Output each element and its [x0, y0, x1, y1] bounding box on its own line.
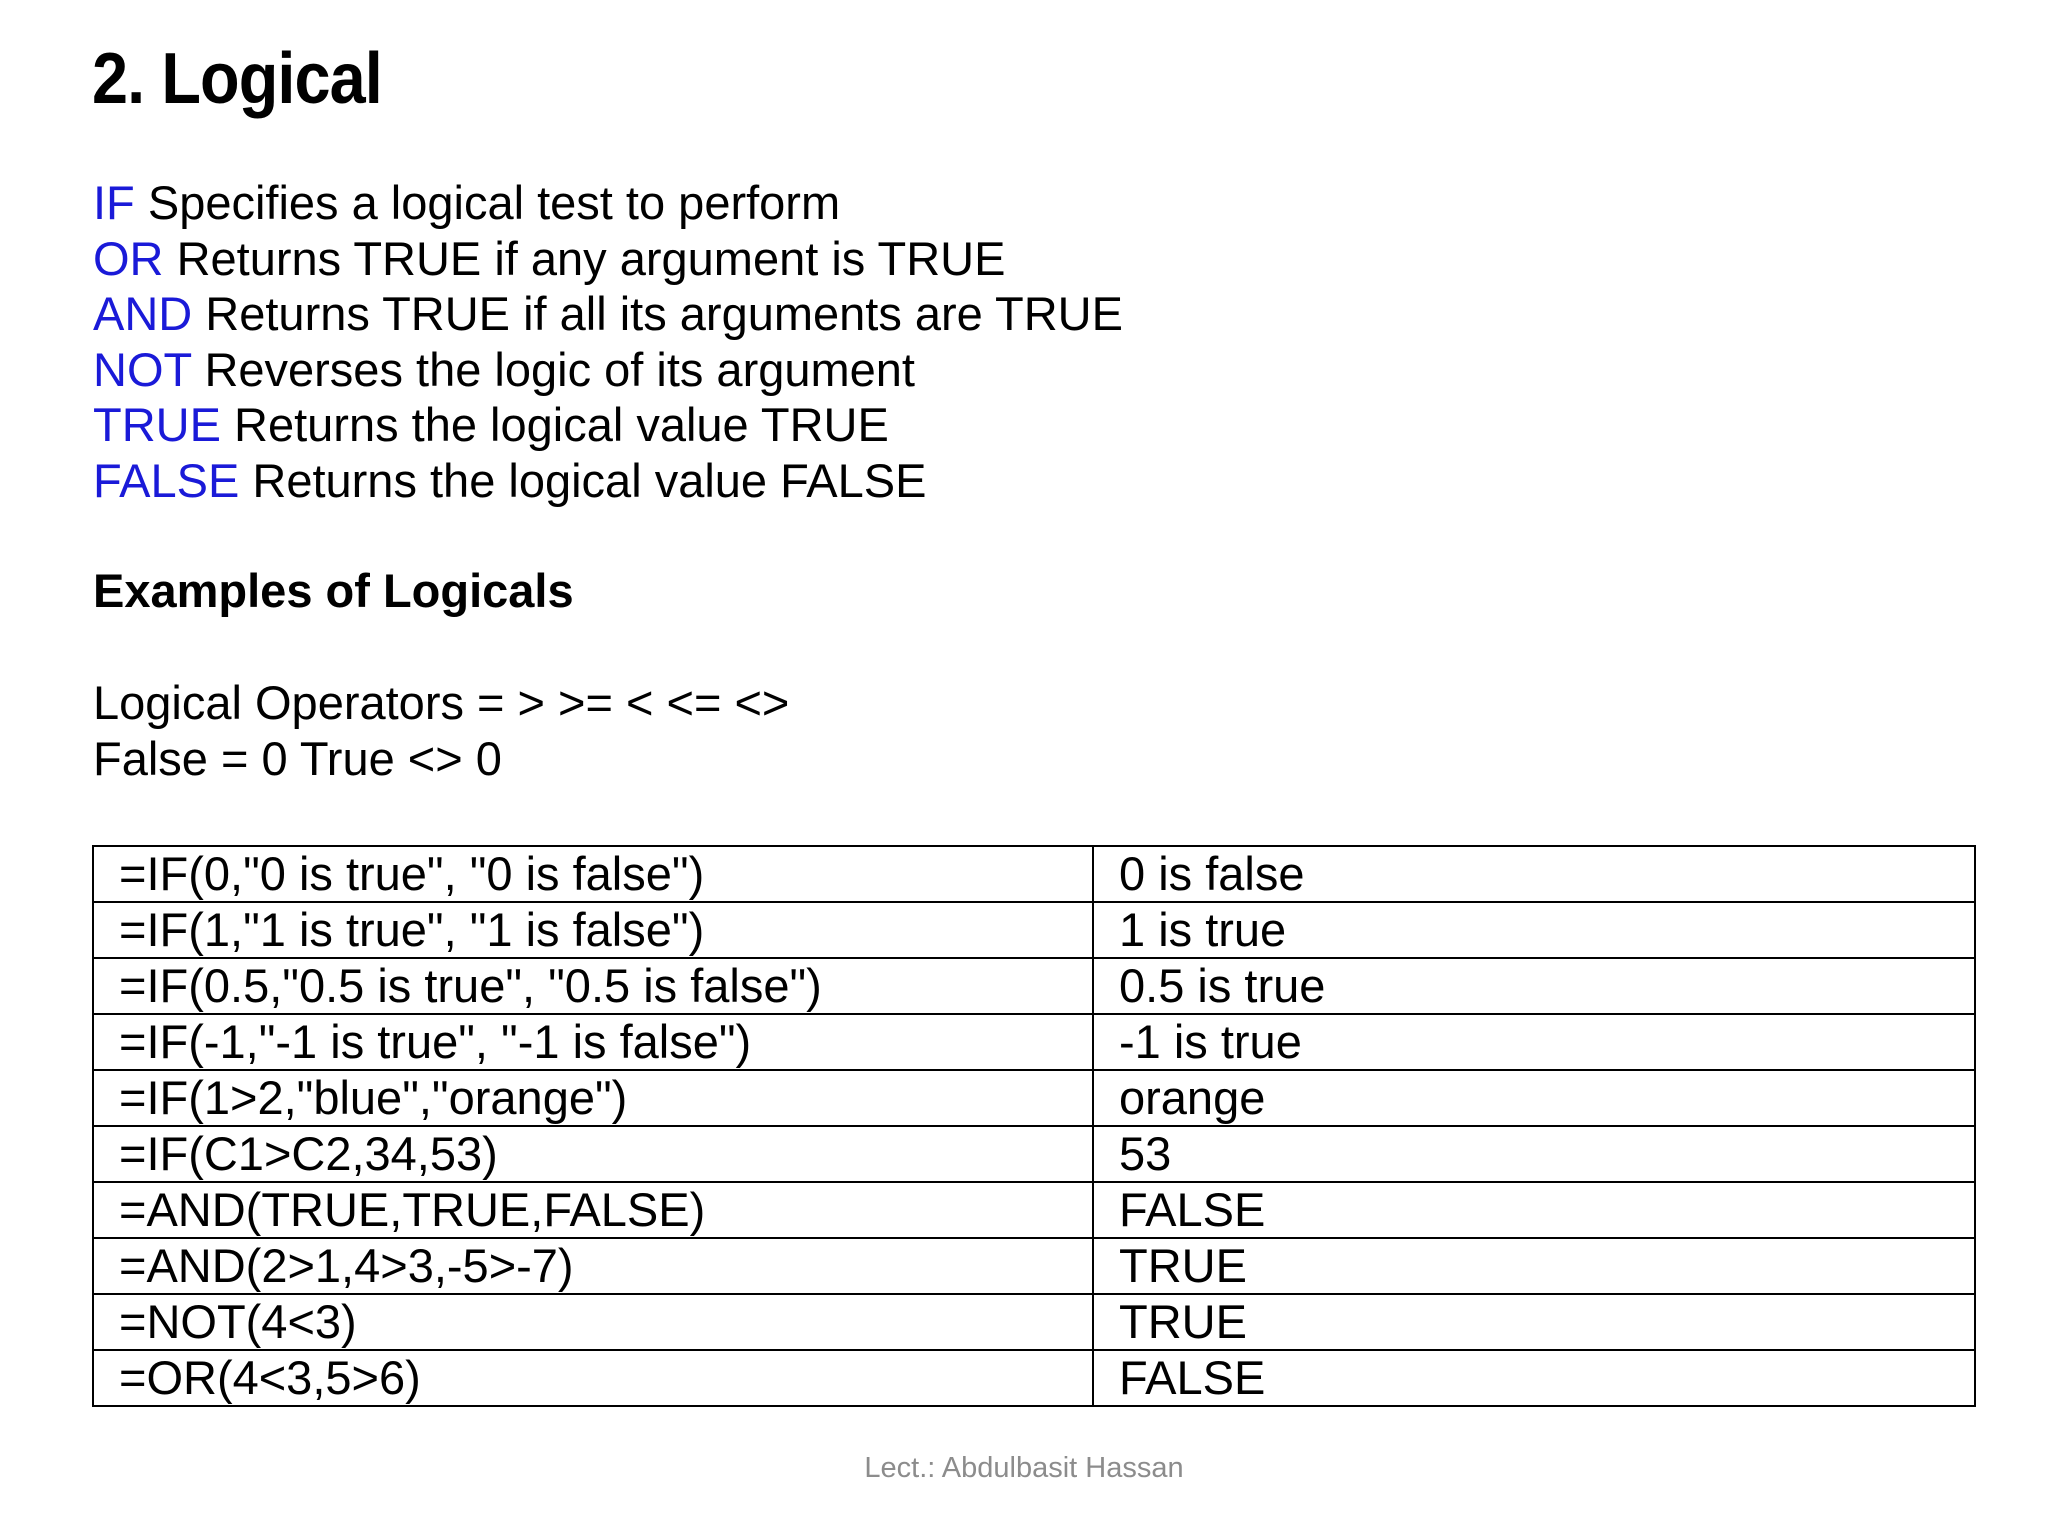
function-description: Specifies a logical test to perform [147, 176, 841, 229]
table-row [93, 958, 1975, 1014]
function-name: NOT [93, 342, 192, 396]
formula-cell: =OR(4<3,5>6) [93, 1350, 1093, 1406]
result-cell: 53 [1093, 1126, 1975, 1182]
result-cell: FALSE [1093, 1350, 1975, 1406]
truth-line: False = 0 True <> 0 [93, 732, 502, 785]
result-cell: TRUE [1093, 1294, 1975, 1350]
formula-cell: =IF(0.5,"0.5 is true", "0.5 is false") [93, 958, 1093, 1014]
function-name: OR [93, 231, 164, 285]
table-row [93, 902, 1975, 958]
operators-block [93, 675, 789, 787]
formula-cell: =AND(TRUE,TRUE,FALSE) [93, 1182, 1093, 1238]
formula-cell: =IF(0,"0 is true", "0 is false") [93, 846, 1093, 902]
function-list [93, 175, 1123, 508]
footer-credit: Lect.: Abdulbasit Hassan [864, 1452, 1184, 1484]
result-cell: 0.5 is true [1093, 958, 1975, 1014]
formula-cell: =NOT(4<3) [93, 1294, 1093, 1350]
function-name: AND [93, 287, 193, 340]
function-row-and [93, 286, 1123, 342]
function-description: Returns TRUE if all its arguments are TRUE [205, 287, 1123, 340]
table-row [93, 1182, 1975, 1238]
function-row-or [93, 231, 1123, 287]
result-cell: TRUE [1093, 1238, 1975, 1294]
examples-heading: Examples of Logicals [93, 564, 574, 617]
page-title: 2. Logical [92, 39, 382, 119]
table-row [93, 1070, 1975, 1126]
table-row [93, 1294, 1975, 1350]
function-row-not [93, 342, 1123, 398]
table-row [93, 1350, 1975, 1406]
result-cell: FALSE [1093, 1182, 1975, 1238]
table-row [93, 846, 1975, 902]
function-name: TRUE [93, 398, 221, 451]
formula-cell: =IF(-1,"-1 is true", "-1 is false") [93, 1014, 1093, 1070]
function-description: Returns the logical value FALSE [252, 453, 927, 507]
function-name: IF [93, 176, 135, 229]
function-row-true [93, 397, 1123, 453]
examples-table [92, 845, 1976, 1407]
function-name: FALSE [93, 453, 240, 507]
table-row [93, 1014, 1975, 1070]
formula-cell: =IF(C1>C2,34,53) [93, 1126, 1093, 1182]
table-row [93, 1126, 1975, 1182]
result-cell: 0 is false [1093, 846, 1975, 902]
operators-line: Logical Operators = > >= < <= <> [93, 676, 790, 729]
function-description: Reverses the logic of its argument [204, 342, 915, 396]
function-description: Returns TRUE if any argument is TRUE [176, 231, 1006, 285]
formula-cell: =IF(1>2,"blue","orange") [93, 1070, 1093, 1126]
result-cell: -1 is true [1093, 1014, 1975, 1070]
formula-cell: =IF(1,"1 is true", "1 is false") [93, 902, 1093, 958]
result-cell: 1 is true [1093, 902, 1975, 958]
result-cell: orange [1093, 1070, 1975, 1126]
function-row-false [93, 453, 1123, 509]
function-row-if [93, 175, 1123, 231]
formula-cell: =AND(2>1,4>3,-5>-7) [93, 1238, 1093, 1294]
function-description: Returns the logical value TRUE [234, 398, 889, 451]
table-row [93, 1238, 1975, 1294]
